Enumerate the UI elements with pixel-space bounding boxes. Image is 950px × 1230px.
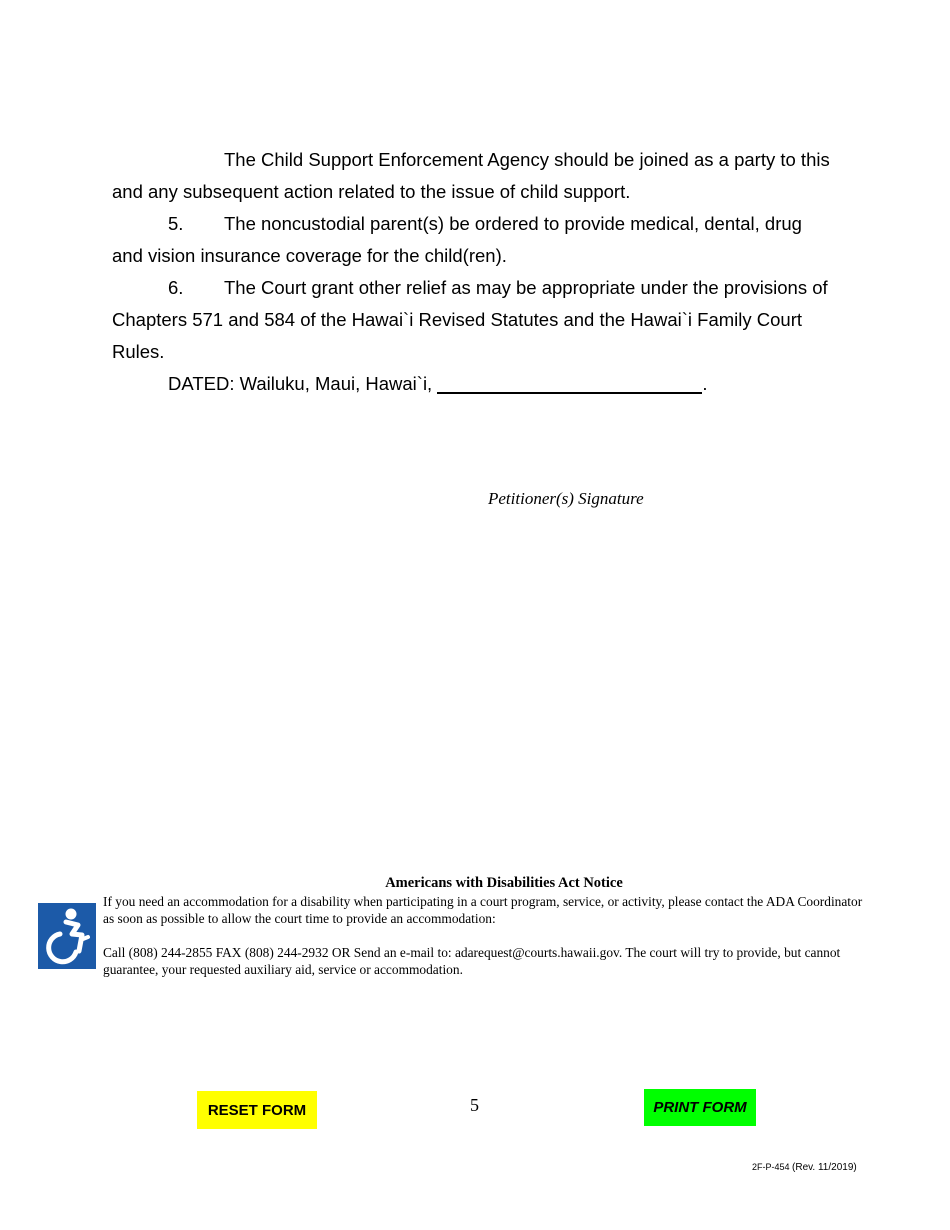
form-revision: (Rev. 11/2019) — [792, 1162, 857, 1173]
form-number-code: 2F-P-454 — [752, 1162, 790, 1172]
ada-paragraph-1-line2: as soon as possible to allow the court time to provide an accommodation: — [103, 911, 496, 926]
petitioner-signature-label: Petitioner(s) Signature — [488, 489, 644, 508]
dated-line — [168, 368, 707, 400]
reset-form-button[interactable]: RESET FORM — [197, 1091, 317, 1129]
item-6-line1 — [168, 272, 828, 304]
ada-paragraph-2-line2: guarantee, your requested auxiliary aid, service or accommodation. — [103, 962, 463, 977]
item-5-line1 — [168, 208, 802, 240]
form-number — [752, 1162, 857, 1173]
csea-paragraph-line1: The Child Support Enforcement Agency should be joined as a party to this — [224, 149, 830, 170]
item-6-text: The Court grant other relief as may be appropriate under the provisions of — [224, 277, 828, 298]
dated-label: DATED: Wailuku, Maui, Hawai`i, — [168, 373, 433, 394]
ada-paragraph-1 — [103, 893, 908, 927]
item-5-number: 5. — [168, 213, 184, 234]
ada-notice-title: Americans with Disabilities Act Notice — [385, 875, 623, 891]
item-5-text: The noncustodial parent(s) be ordered to provide medical, dental, drug — [224, 213, 802, 234]
print-form-button[interactable]: PRINT FORM — [644, 1089, 756, 1126]
page-number: 5 — [470, 1095, 479, 1115]
item-5-line2: and vision insurance coverage for the child(ren). — [112, 245, 507, 266]
csea-paragraph-line2: and any subsequent action related to the issue of child support. — [112, 181, 631, 202]
item-6-line3: Rules. — [112, 341, 165, 362]
item-6-number: 6. — [168, 277, 184, 298]
item-6-line2: Chapters 571 and 584 of the Hawai`i Revised Statutes and the Hawai`i Family Court — [112, 309, 802, 330]
dated-period: . — [702, 373, 708, 394]
ada-paragraph-1-line1: If you need an accommodation for a disability when participating in a court program, service, or activity, please contact the ADA Coordinator — [103, 894, 863, 909]
ada-paragraph-2-line1: Call (808) 244-2855 FAX (808) 244-2932 OR Send an e-mail to: adarequest@courts.hawaii.gov. The court will try to provide, but cannot — [103, 945, 841, 960]
ada-paragraph-2 — [103, 944, 908, 978]
date-field[interactable] — [437, 370, 702, 394]
accessibility-wheelchair-icon — [38, 903, 96, 969]
